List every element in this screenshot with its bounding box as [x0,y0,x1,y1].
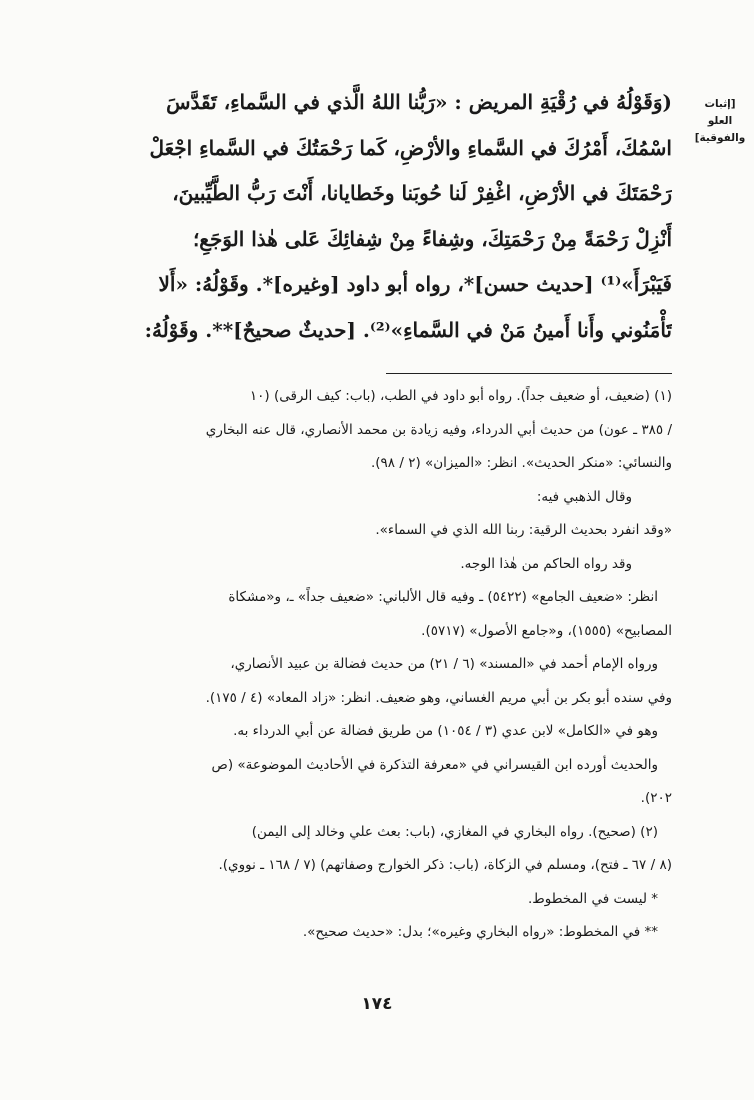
footnote-line: (٢) (صحيح). رواه البخاري في المغازي، (باب: بعث علي وخالد إلى اليمن) [251,823,658,840]
footnote-line: وفي سنده أبو بكر بن أبي مريم الغساني، وهو ضعيف. انظر: «زاد المعاد» (٤ / ١٧٥). [205,689,672,706]
main-line: أَنْزِلْ رَحْمَةً مِنْ رَحْمَتِكَ، وشِفاءً مِنْ شِفائِكَ عَلى هٰذا الوَجَعِ؛ [192,226,672,251]
page-number: ١٧٤ [361,994,393,1014]
footnote-line: وقال الذهبي فيه: [536,488,632,505]
footnote-line: / ٣٨٥ ـ عون) من حديث أبي الدرداء، وفيه زيادة بن محمد الأنصاري، قال عنه البخاري [205,421,672,438]
main-line: رَحْمَتَكَ في الأرْضِ، اغْفِرْ لَنا حُوبَنا وخَطايانا، أَنْتَ رَبُّ الطَّيِّبينَ، [172,181,672,205]
main-line: فَيَبْرَأَ»⁽¹⁾ [حديث حسن]*، رواه أبو داود [وغيره]*. وقَوْلُهُ: «أَلا [158,272,672,296]
footnote-line: ** في المخطوط: «رواه البخاري وغيره»؛ بدل: «حديث صحيح». [302,924,658,940]
footnote-line: والنسائي: «منكر الحديث». انظر: «الميزان» (٢ / ٩٨). [370,455,672,471]
footnote-line: ورواه الإمام أحمد في «المسند» (٦ / ٢١) من حديث فضالة بن عبيد الأنصاري، [230,656,658,672]
footnote-separator [386,373,672,374]
footnote-line: «وقد انفرد بحديث الرقية: ربنا الله الذي في السماء». [375,522,672,538]
main-text [62,80,672,353]
main-line: تَأْمَنُوني وأَنا أَمينُ مَنْ في السَّماءِ»⁽²⁾. [حديثٌ صحيحٌ]**. وقَوْلُهُ: [144,317,672,342]
footnote-line: والحديث أورده ابن القيسراني في «معرفة التذكرة في الأحاديث الموضوعة» (ص [211,756,658,773]
footnotes [62,380,672,950]
footnote-line: وهو في «الكامل» لابن عدي (٣ / ١٠٥٤) من طريق فضالة عن أبي الدرداء به. [233,723,658,739]
footnote-line: (٨ / ٦٧ ـ فتح)، ومسلم في الزكاة، (باب: ذكر الخوارج وصفاتهم) (٧ / ١٦٨ ـ نووي). [218,857,672,873]
margin-note: [إثبات العلو والفوقية] [694,98,746,144]
footnote-line: وقد رواه الحاكم من هٰذا الوجه. [460,555,632,572]
footnote-line: (١) (ضعيف، أو ضعيف جداً). رواه أبو داود في الطب، (باب: كيف الرقى) (١٠ [249,388,672,404]
footnote-line: * ليست في المخطوط. [527,890,658,907]
main-line: (وَقَوْلُهُ في رُقْيَةِ المريض : «رَبُّنا اللهُ الَّذي في السَّماءِ، تَقَدَّسَ [166,90,672,114]
main-line: اسْمُكَ، أَمْرُكَ في السَّماءِ والأرْضِ، كَما رَحْمَتُكَ في السَّماءِ اجْعَلْ [149,135,672,160]
footnote-line: المصابيح» (١٥٥٥)، و«جامع الأصول» (٥٧١٧). [421,622,672,639]
footnote-line: انظر: «ضعيف الجامع» (٥٤٢٢) ـ وفيه قال الألباني: «ضعيف جداً» ـ، و«مشكاة [228,589,658,605]
footnote-line: ٢٠٢). [640,790,672,806]
